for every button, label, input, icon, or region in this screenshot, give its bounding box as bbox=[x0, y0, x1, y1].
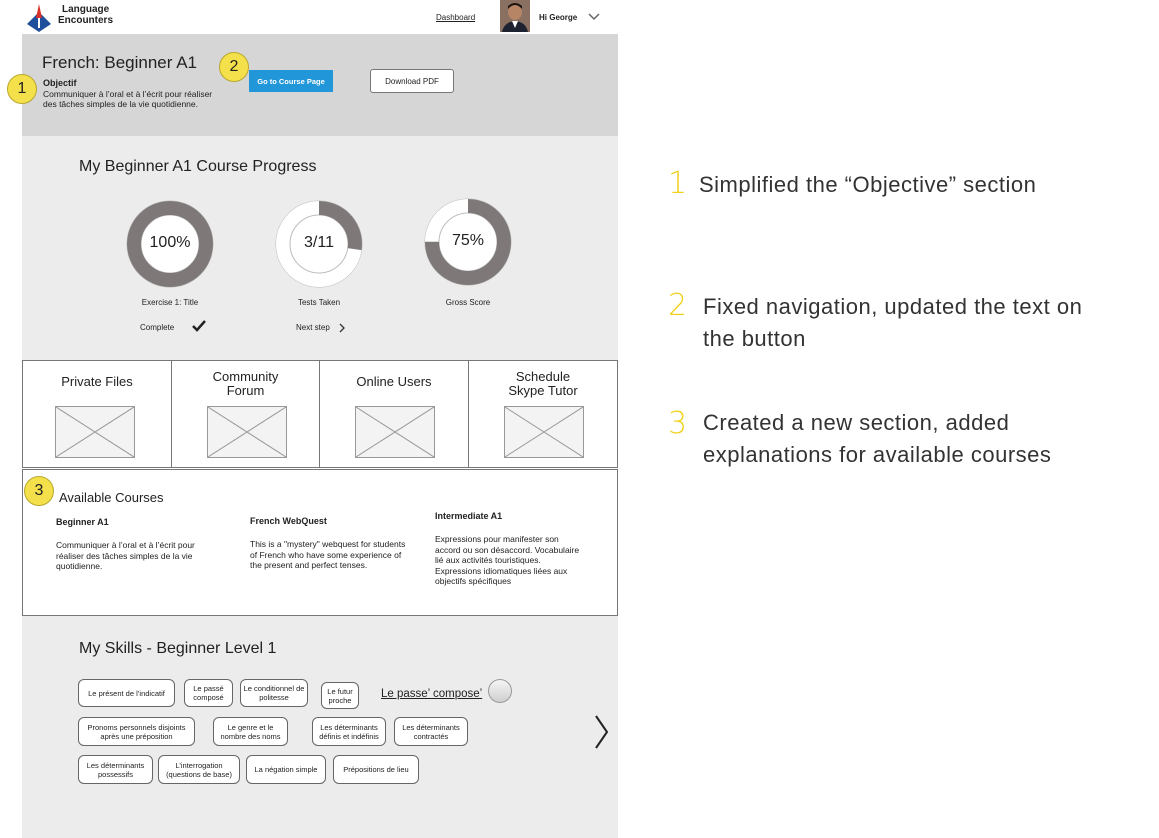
go-to-course-button[interactable]: Go to Course Page bbox=[249, 70, 333, 92]
course-name[interactable]: Intermediate A1 bbox=[435, 511, 503, 521]
ring-label: Tests Taken bbox=[297, 298, 341, 307]
logo-line-1: Language bbox=[62, 4, 110, 15]
drag-handle[interactable] bbox=[488, 679, 512, 703]
logo-icon[interactable] bbox=[25, 2, 53, 32]
annotation-badge-1: 1 bbox=[7, 74, 37, 104]
image-placeholder-icon bbox=[207, 406, 287, 458]
tile-line-1: Private Files bbox=[61, 374, 133, 389]
ring-footer-text[interactable]: Next step bbox=[296, 323, 330, 332]
course-description: This is a "mystery" webquest for students of French who have some experience of the present and perfect tenses. bbox=[250, 539, 406, 570]
chevron-right-icon[interactable] bbox=[592, 714, 610, 750]
wireframe-page bbox=[17, 0, 618, 838]
annotation-badge-3: 3 bbox=[24, 476, 54, 506]
skill-pill[interactable]: Le conditionnel de politesse bbox=[240, 679, 308, 707]
annotation-number: 1 bbox=[668, 166, 688, 201]
skill-pill[interactable]: Pronoms personnels disjoints après une préposition bbox=[78, 717, 195, 746]
tile-schedule-skype-tutor[interactable] bbox=[468, 360, 618, 468]
course-progress-section bbox=[22, 136, 618, 360]
tile-community-forum[interactable] bbox=[171, 360, 320, 468]
ring-label: Exercise 1: Title bbox=[141, 298, 199, 307]
avatar-photo bbox=[500, 0, 530, 32]
page-title: French: Beginner A1 bbox=[42, 53, 197, 72]
dragging-skill-label[interactable]: Le passe’ compose’ bbox=[381, 688, 483, 700]
avatar[interactable] bbox=[500, 0, 530, 32]
progress-title: My Beginner A1 Course Progress bbox=[79, 158, 317, 175]
logo-line-2: Encounters bbox=[58, 15, 114, 26]
tile-label bbox=[469, 370, 617, 398]
ring-value: 3/11 bbox=[304, 234, 334, 251]
tile-online-users[interactable] bbox=[319, 360, 469, 468]
annotation-text: Fixed navigation, updated the text on the button bbox=[703, 294, 1083, 351]
skill-pill[interactable]: Les déterminants contractés bbox=[394, 717, 468, 746]
tile-label bbox=[172, 370, 319, 398]
ring-footer-text: Complete bbox=[140, 323, 175, 332]
dashboard-link[interactable]: Dashboard bbox=[436, 13, 476, 22]
feature-tiles bbox=[22, 360, 618, 470]
skills-title: My Skills - Beginner Level 1 bbox=[79, 640, 277, 657]
skill-pill[interactable]: Le présent de l’indicatif bbox=[78, 679, 175, 707]
course-name[interactable]: French WebQuest bbox=[250, 516, 327, 526]
skill-pill[interactable]: Le genre et le nombre des noms bbox=[213, 717, 288, 746]
checkmark-icon bbox=[191, 319, 207, 333]
user-greeting[interactable]: Hi George bbox=[539, 13, 578, 22]
top-navbar bbox=[22, 0, 618, 34]
course-name[interactable]: Beginner A1 bbox=[56, 517, 109, 527]
skills-section bbox=[22, 616, 618, 838]
tile-private-files[interactable] bbox=[22, 360, 172, 468]
skill-pill[interactable]: L’interrogation (questions de base) bbox=[158, 755, 240, 784]
tile-label bbox=[23, 375, 171, 389]
tile-line-2: Skype Tutor bbox=[508, 383, 578, 398]
image-placeholder-icon bbox=[55, 406, 135, 458]
skill-pill[interactable]: Le passé composé bbox=[184, 679, 233, 707]
annotation-text: Created a new section, added explanations for available courses bbox=[703, 410, 1052, 467]
logo-text[interactable] bbox=[58, 4, 113, 26]
download-pdf-button[interactable]: Download PDF bbox=[370, 69, 454, 93]
ring-value: 75% bbox=[451, 232, 485, 249]
course-description: Expressions pour manifester son accord ou son désaccord. Vocabulaire lié aux activités touristiques. Expressions idiomatiques liées aux objectifs spécifiques bbox=[435, 534, 580, 586]
courses-title: Available Courses bbox=[59, 490, 164, 505]
ring-value: 100% bbox=[149, 234, 191, 251]
ring-label: Gross Score bbox=[445, 298, 491, 307]
tile-line-2: Forum bbox=[226, 383, 265, 398]
course-description: Communiquer à l’oral et à l’écrit pour réaliser des tâches simples de la vie quotidienne. bbox=[56, 540, 195, 571]
annotation-text: Simplified the “Objective” section bbox=[699, 172, 1037, 197]
tile-label bbox=[320, 375, 468, 389]
objective-label: Objectif bbox=[43, 78, 77, 88]
annotation-number: 2 bbox=[668, 288, 688, 323]
skill-pill[interactable]: La négation simple bbox=[246, 755, 326, 784]
available-courses-section bbox=[22, 469, 618, 616]
skill-pill[interactable]: Les déterminants définis et indéfinis bbox=[312, 717, 386, 746]
annotation-number: 3 bbox=[668, 406, 688, 441]
image-placeholder-icon bbox=[504, 406, 584, 458]
chevron-down-icon[interactable] bbox=[588, 12, 600, 22]
skill-pill[interactable]: Les déterminants possessifs bbox=[78, 755, 153, 784]
tile-line-1: Schedule bbox=[515, 369, 571, 384]
chevron-right-icon[interactable] bbox=[338, 323, 346, 333]
objective-text: Communiquer à l’oral et à l’écrit pour réaliser des tâches simples de la vie quotidienne. bbox=[43, 89, 213, 109]
skill-pill[interactable]: Prépositions de lieu bbox=[333, 755, 419, 784]
tile-line-1: Online Users bbox=[356, 374, 432, 389]
course-header bbox=[22, 34, 618, 136]
image-placeholder-icon bbox=[355, 406, 435, 458]
tile-line-1: Community bbox=[212, 369, 279, 384]
skill-pill[interactable]: Le futur proche bbox=[321, 682, 359, 709]
annotation-badge-2: 2 bbox=[219, 52, 249, 82]
